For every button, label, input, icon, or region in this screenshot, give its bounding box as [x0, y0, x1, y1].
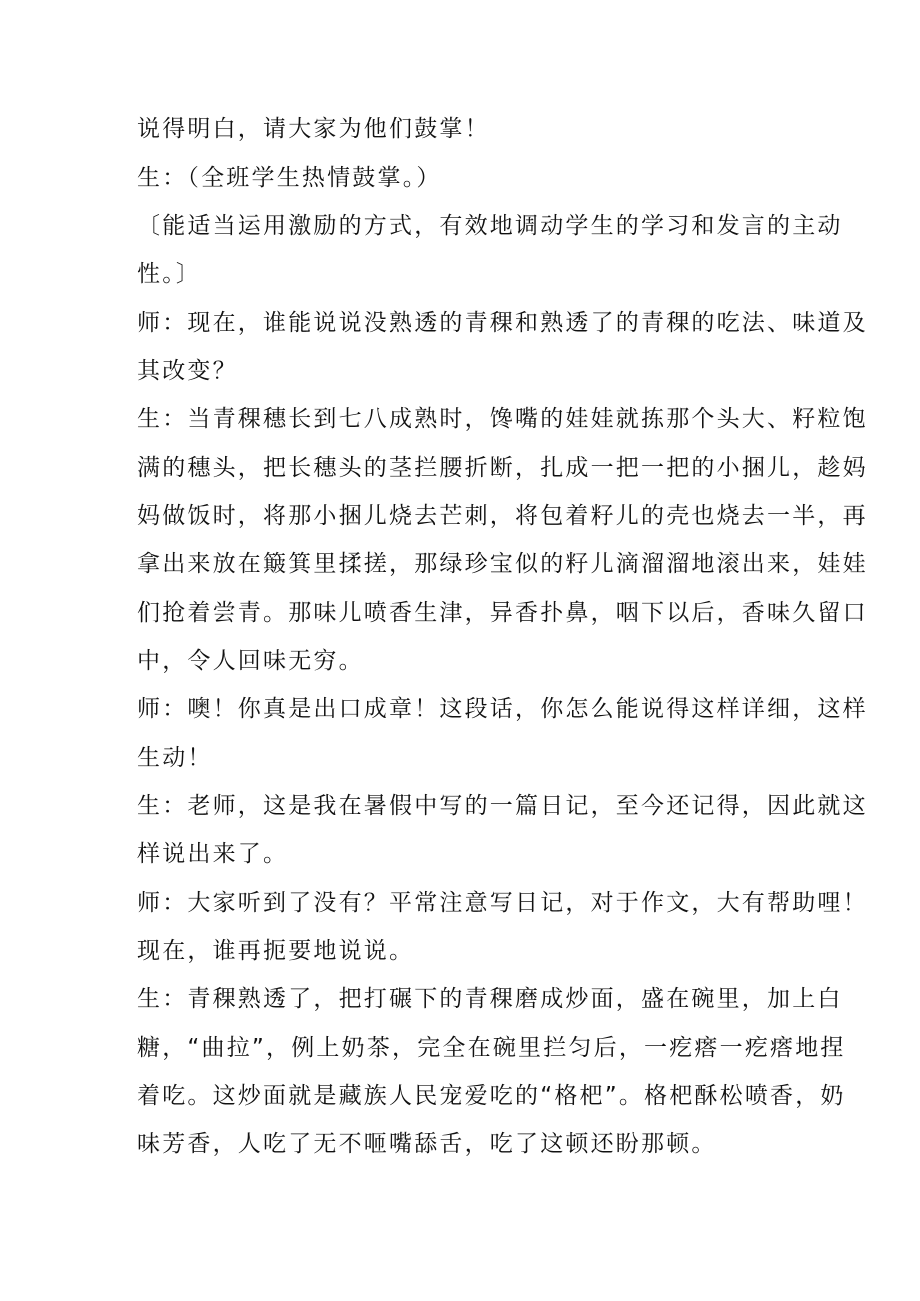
text-line: 现在，谁再扼要地说说。	[137, 938, 415, 964]
text-line: 其改变？	[137, 358, 238, 384]
text-line: 师：噢！你真是出口成章！这段话，你怎么能说得这样详细，这样	[137, 696, 868, 722]
text-line: 拿出来放在簸箕里揉搓，那绿珍宝似的籽儿滴溜溜地滚出来，娃娃	[137, 551, 868, 577]
text-line: 说得明白，请大家为他们鼓掌！	[137, 116, 490, 142]
text-line: 师：现在，谁能说说没熟透的青稞和熟透了的青稞的吃法、味道及	[137, 310, 868, 336]
text-line: 妈做饭时，将那小捆儿烧去芒刺，将包着籽儿的壳也烧去一半，再	[137, 503, 868, 529]
text-line: 中，令人回味无穷。	[137, 648, 364, 674]
text-line: 样说出来了。	[137, 841, 289, 867]
text-line: 生：（全班学生热情鼓掌。）	[137, 165, 442, 191]
text-line: 糖，“曲拉”，例上奶茶，完全在碗里拦匀后，一疙瘩一疙瘩地捏	[137, 1035, 846, 1061]
text-line: 师：大家听到了没有？平常注意写日记，对于作文，大有帮助哩！	[137, 890, 868, 916]
text-line: 生：当青稞穗长到七八成熟时，馋嘴的娃娃就拣那个头大、籽粒饱	[137, 406, 868, 432]
text-line: 满的穗头，把长穗头的茎拦腰折断，扎成一把一把的小捆儿，趁妈	[137, 455, 868, 481]
text-line: 生：老师，这是我在暑假中写的一篇日记，至今还记得，因此就这	[137, 793, 868, 819]
text-line: 生动！	[137, 745, 213, 771]
text-line: 着吃。这炒面就是藏族人民宠爱吃的“格杷”。格杷酥松喷香，奶	[137, 1083, 846, 1109]
text-line: 味芳香，人吃了无不咂嘴舔舌，吃了这顿还盼那顿。	[137, 1131, 717, 1157]
text-line: 〔能适当运用激励的方式，有效地调动学生的学习和发言的主动	[137, 213, 843, 239]
text-line: 们抢着尝青。那味儿喷香生津，异香扑鼻，咽下以后，香味久留口	[137, 600, 868, 626]
text-line: 生：青稞熟透了，把打碾下的青稞磨成炒面，盛在碗里，加上白	[137, 986, 843, 1012]
text-line: 性。〕	[137, 261, 202, 287]
